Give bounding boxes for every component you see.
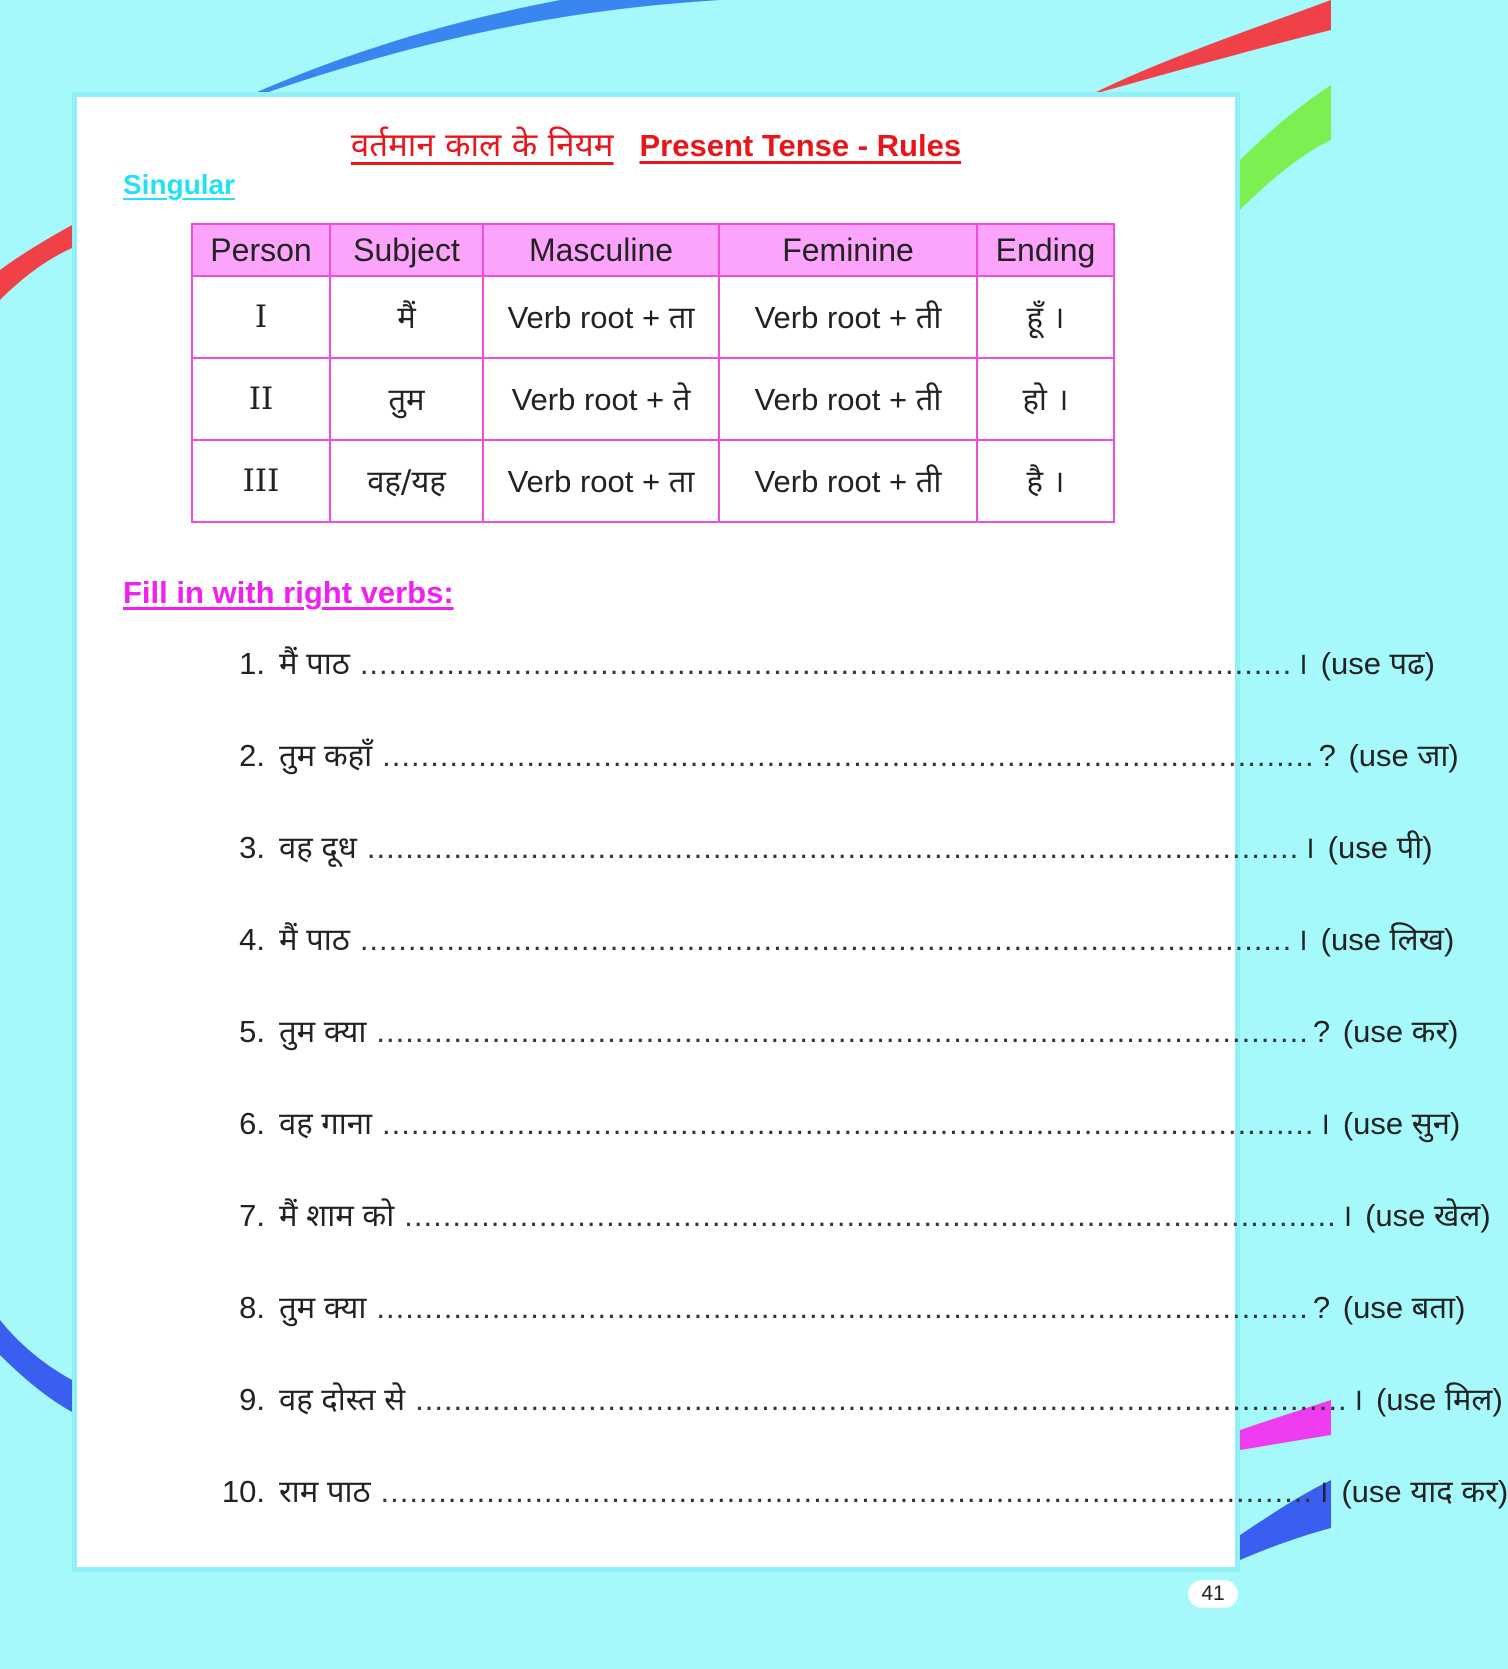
cell-masculine: Verb root + ते xyxy=(483,358,719,440)
cell-ending: हूँ । xyxy=(977,276,1114,358)
exercise-end-mark: । xyxy=(1340,1198,1353,1233)
exercise-number: 9. xyxy=(239,1382,265,1417)
cell-ending: है । xyxy=(977,440,1114,522)
cell-person: III xyxy=(192,440,330,522)
header-person: Person xyxy=(192,224,330,276)
header-masculine: Masculine xyxy=(483,224,719,276)
exercise-prompt: मैं पाठ xyxy=(279,646,350,681)
exercise-end-mark: । xyxy=(1318,1106,1331,1141)
table-header-row xyxy=(192,224,1114,276)
table-row xyxy=(192,276,1114,358)
exercise-end-mark: । xyxy=(1316,1474,1329,1509)
exercise-number: 7. xyxy=(239,1198,265,1233)
exercise-end-mark: ? xyxy=(1318,738,1336,773)
table-row xyxy=(192,358,1114,440)
exercise-item xyxy=(217,826,1433,868)
exercise-number: 2. xyxy=(239,738,265,773)
exercise-item xyxy=(217,1378,1503,1420)
exercise-hint: (use याद कर) xyxy=(1341,1474,1508,1509)
answer-blank[interactable]: ................................................................................................. xyxy=(382,1106,1315,1141)
exercise-prompt: तुम क्या xyxy=(279,1290,367,1325)
exercise-number: 8. xyxy=(239,1290,265,1325)
exercise-item xyxy=(217,918,1455,960)
exercise-hint: (use पी) xyxy=(1327,830,1433,865)
cell-subject: वह/यह xyxy=(330,440,483,522)
exercise-item xyxy=(217,1470,1508,1512)
header-subject: Subject xyxy=(330,224,483,276)
cell-feminine: Verb root + ती xyxy=(719,358,977,440)
exercise-prompt: वह दोस्त से xyxy=(279,1382,406,1417)
exercise-item xyxy=(217,1286,1466,1328)
answer-blank[interactable]: ................................................................................................. xyxy=(359,922,1293,957)
table-row xyxy=(192,440,1114,522)
answer-blank[interactable]: ................................................................................................. xyxy=(382,738,1315,773)
cell-masculine: Verb root + ता xyxy=(483,440,719,522)
exercise-item xyxy=(217,1194,1491,1236)
answer-blank[interactable]: ................................................................................................. xyxy=(376,1014,1309,1049)
cell-person: II xyxy=(192,358,330,440)
exercise-prompt: तुम कहाँ xyxy=(279,738,373,773)
singular-heading: Singular xyxy=(123,169,236,200)
exercise-number: 6. xyxy=(239,1106,265,1141)
exercise-prompt: वह गाना xyxy=(279,1106,373,1141)
exercise-hint: (use लिख) xyxy=(1320,922,1455,957)
answer-blank[interactable]: ................................................................................................. xyxy=(359,646,1293,681)
answer-blank[interactable]: ................................................................................................. xyxy=(415,1382,1348,1417)
exercise-prompt: वह दूध xyxy=(279,830,357,865)
cell-masculine: Verb root + ता xyxy=(483,276,719,358)
exercise-hint: (use खेल) xyxy=(1365,1198,1491,1233)
rules-table xyxy=(191,223,1115,523)
exercise-prompt: राम पाठ xyxy=(279,1474,371,1509)
exercise-number: 10. xyxy=(221,1474,265,1509)
cell-subject: तुम xyxy=(330,358,483,440)
page-title xyxy=(77,121,1235,166)
exercise-hint: (use जा) xyxy=(1348,738,1459,773)
cell-subject: मैं xyxy=(330,276,483,358)
page-number: 41 xyxy=(1188,1580,1238,1608)
header-feminine: Feminine xyxy=(719,224,977,276)
exercise-end-mark: । xyxy=(1296,646,1309,681)
cell-feminine: Verb root + ती xyxy=(719,440,977,522)
answer-blank[interactable]: ................................................................................................. xyxy=(376,1290,1309,1325)
exercise-hint: (use कर) xyxy=(1342,1014,1459,1049)
exercise-hint: (use बता) xyxy=(1342,1290,1466,1325)
exercise-item xyxy=(217,1102,1461,1144)
exercise-hint: (use सुन) xyxy=(1342,1106,1461,1141)
exercise-item xyxy=(217,1010,1459,1052)
exercise-number: 5. xyxy=(239,1014,265,1049)
exercise-hint: (use पढ) xyxy=(1320,646,1435,681)
worksheet-card xyxy=(72,92,1508,1572)
exercise-end-mark: । xyxy=(1303,830,1316,865)
exercise-number: 1. xyxy=(239,646,265,681)
exercise-item xyxy=(217,734,1459,776)
exercise-number: 4. xyxy=(239,922,265,957)
exercise-end-mark: । xyxy=(1296,922,1309,957)
exercise-end-mark: ? xyxy=(1312,1290,1331,1325)
answer-blank[interactable]: ................................................................................................. xyxy=(366,830,1300,865)
answer-blank[interactable]: ................................................................................................. xyxy=(380,1474,1313,1509)
exercise-number: 3. xyxy=(239,830,265,865)
cell-person: I xyxy=(192,276,330,358)
exercise-end-mark: ? xyxy=(1312,1014,1331,1049)
exercise-prompt: मैं पाठ xyxy=(279,922,350,957)
fill-in-heading: Fill in with right verbs: xyxy=(123,575,454,610)
answer-blank[interactable]: ................................................................................................. xyxy=(404,1198,1337,1233)
exercise-prompt: तुम क्या xyxy=(279,1014,367,1049)
title-hindi: वर्तमान काल के नियम xyxy=(350,125,614,164)
exercise-prompt: मैं शाम को xyxy=(279,1198,395,1233)
cell-ending: हो । xyxy=(977,358,1114,440)
cell-feminine: Verb root + ती xyxy=(719,276,977,358)
exercise-end-mark: । xyxy=(1351,1382,1364,1417)
header-ending: Ending xyxy=(977,224,1114,276)
title-english: Present Tense - Rules xyxy=(639,128,962,163)
exercise-item xyxy=(217,642,1435,684)
exercise-hint: (use मिल) xyxy=(1375,1382,1503,1417)
